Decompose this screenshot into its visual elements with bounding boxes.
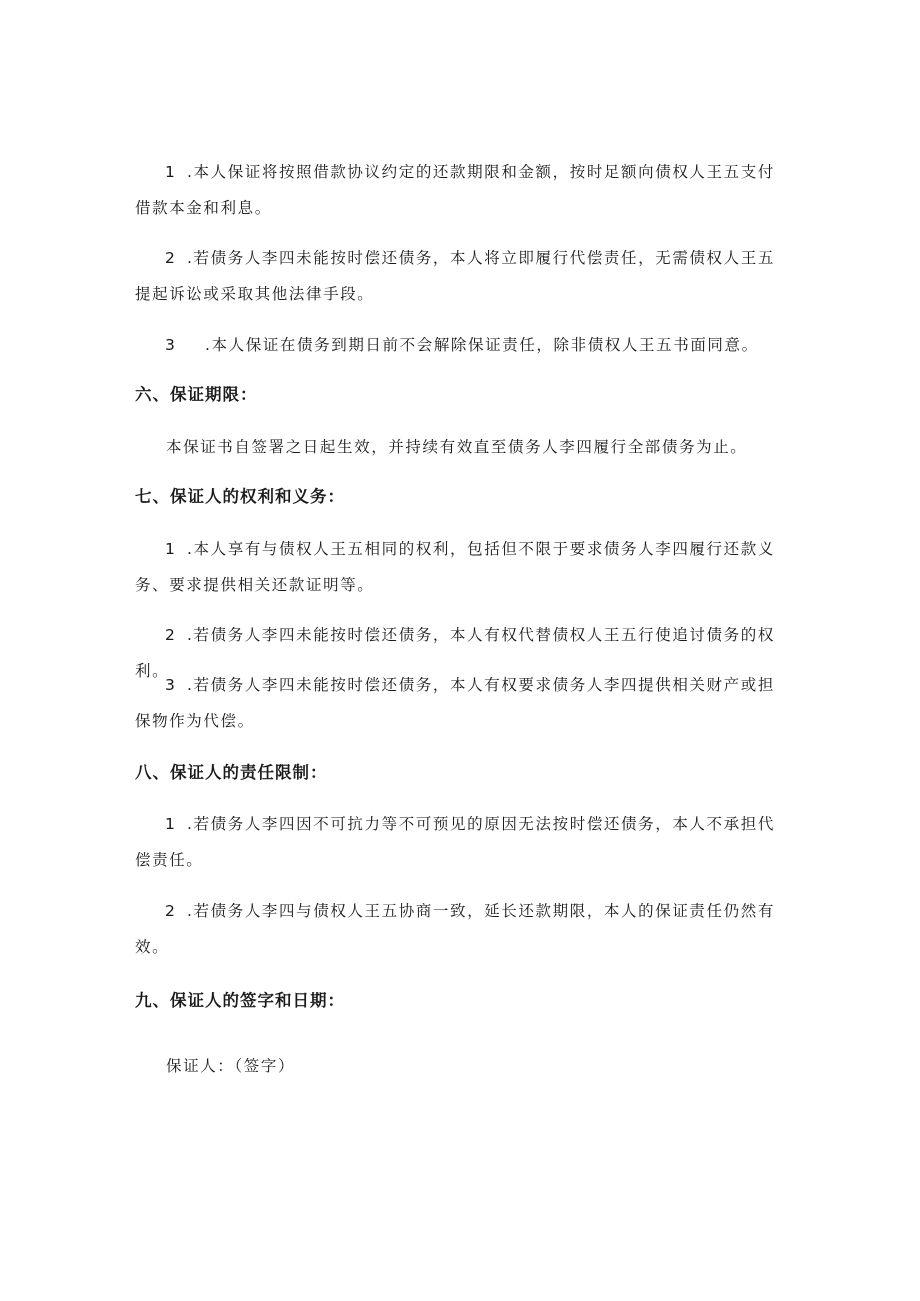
clause-text: .本人享有与债权人王五相同的权利，包括但不限于要求债务人李四履行还款义务、要求提供相关还款证明等。	[135, 540, 775, 594]
section-heading-8: 八、保证人的责任限制：	[135, 763, 328, 782]
clause-5-2	[135, 240, 785, 312]
signature-line: 保证人：（签字）	[166, 1057, 296, 1075]
clause-8-2	[135, 893, 785, 965]
section-heading-9: 九、保证人的签字和日期：	[135, 991, 345, 1010]
clause-number: 2	[165, 902, 177, 920]
clause-5-1	[135, 154, 785, 226]
clause-text: .若债务人李四与债权人王五协商一致，延长还款期限，本人的保证责任仍然有效。	[135, 902, 775, 956]
clause-text: .若债务人李四因不可抗力等不可预见的原因无法按时偿还债务，本人不承担代偿责任。	[135, 815, 775, 869]
clause-number: 2	[165, 249, 177, 267]
clause-number: 1	[165, 163, 177, 181]
clause-7-3	[135, 667, 785, 739]
clause-8-1	[135, 806, 785, 878]
clause-number: 3	[165, 336, 177, 354]
section-6-text: 本保证书自签署之日起生效，并持续有效直至债务人李四履行全部债务为止。	[166, 438, 748, 456]
clause-number: 2	[165, 626, 177, 644]
clause-7-1	[135, 531, 785, 603]
clause-text: .若债务人李四未能按时偿还债务，本人将立即履行代偿责任，无需债权人王五提起诉讼或采取其他法律手段。	[135, 249, 775, 303]
clause-text: .本人保证在债务到期日前不会解除保证责任，除非债权人王五书面同意。	[205, 336, 759, 354]
clause-5-3	[135, 327, 785, 363]
clause-text: .若债务人李四未能按时偿还债务，本人有权要求债务人李四提供相关财产或担保物作为代偿。	[135, 676, 775, 730]
clause-number: 1	[165, 815, 177, 833]
section-heading-6: 六、保证期限：	[135, 385, 258, 404]
clause-number: 1	[165, 540, 177, 558]
clause-number: 3	[165, 676, 177, 694]
section-heading-7: 七、保证人的权利和义务：	[135, 487, 345, 506]
clause-text: .若债务人李四未能按时偿还债务，本人有权代替债权人王五行使追讨债务的权利。	[135, 626, 775, 680]
clause-text: .本人保证将按照借款协议约定的还款期限和金额，按时足额向债权人王五支付借款本金和利息。	[135, 163, 775, 217]
